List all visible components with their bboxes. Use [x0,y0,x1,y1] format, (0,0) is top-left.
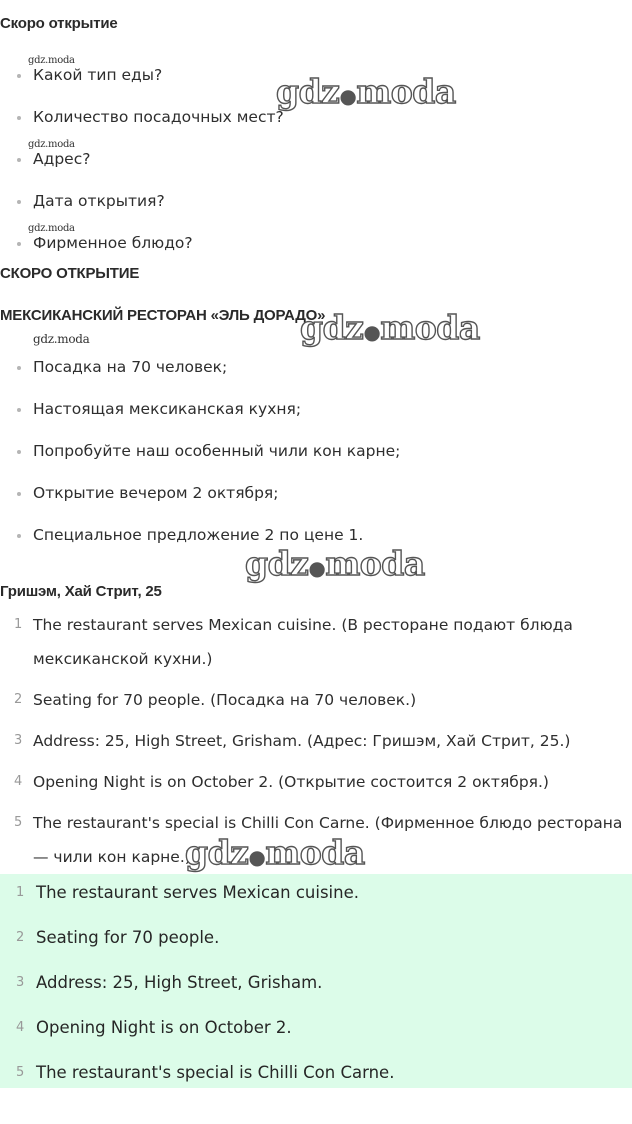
item-number: 4 [16,1020,25,1035]
list-item: Настоящая мексиканская кухня; [0,396,400,438]
item-number: 5 [16,1065,25,1080]
poster-list [0,354,400,564]
item-number: 2 [16,930,25,945]
watermark-small: gdz.moda [28,139,75,150]
answer-block [0,874,632,1088]
answer-item [0,966,632,1011]
item-text: The restaurant's special is Chilli Con Carne. [36,1063,395,1082]
list-item: Количество посадочных мест? [0,104,284,146]
item-text: Seating for 70 people. (Посадка на 70 человек.) [33,691,417,709]
item-number: 1 [16,885,25,900]
list-item [0,765,632,799]
watermark-large: gdz●moda [245,544,425,583]
item-text: Opening Night is on October 2. (Открытие состоится 2 октября.) [33,773,549,791]
watermark-small: gdz.moda [28,55,75,66]
list-item: Дата открытия? [0,188,284,230]
answer-list [0,874,632,1101]
item-text: Seating for 70 people. [36,928,220,947]
questions-list [0,62,284,272]
item-text: Opening Night is on October 2. [36,1018,292,1037]
item-text: Address: 25, High Street, Grisham. [36,973,323,992]
answer-item [0,876,632,921]
list-item [0,683,632,717]
item-text: The restaurant's special is Chilli Con Carne. (Фирменное блюдо ресторана — чили кон карне.) [33,814,623,866]
item-number: 2 [14,692,23,707]
watermark-large: gdz●moda [300,308,480,347]
list-item: Фирменное блюдо? [0,230,284,272]
item-number: 1 [14,617,23,632]
watermark-large: gdz●moda [276,72,456,111]
list-item: Посадка на 70 человек; [0,354,400,396]
watermark-small: gdz.moda [33,332,90,346]
answer-item [0,1056,632,1101]
list-item: Открытие вечером 2 октября; [0,480,400,522]
item-number: 5 [14,815,23,830]
item-number: 4 [14,774,23,789]
item-text: Address: 25, High Street, Grisham. (Адрес: Гришэм, Хай Стрит, 25.) [33,732,571,750]
item-text: The restaurant serves Mexican cuisine. (В ресторане подают блюда мексиканской кухни.) [33,616,573,668]
answer-item [0,921,632,966]
answer-item [0,1011,632,1056]
section-2-subheading: МЕКСИКАНСКИЙ РЕСТОРАН «ЭЛЬ ДОРАДО» [0,307,326,324]
list-item [0,724,632,758]
item-number: 3 [14,733,23,748]
watermark-large: gdz●moda [185,833,365,872]
item-text: The restaurant serves Mexican cuisine. [36,883,359,902]
list-item [0,608,632,676]
section-1-heading: Скоро открытие [0,15,118,32]
section-2-heading: СКОРО ОТКРЫТИЕ [0,265,140,282]
list-item: Какой тип еды? [0,62,284,104]
watermark-small: gdz.moda [28,223,75,234]
list-item: Попробуйте наш особенный чили кон карне; [0,438,400,480]
section-3-heading: Гришэм, Хай Стрит, 25 [0,583,162,600]
item-number: 3 [16,975,25,990]
list-item: Адрес? [0,146,284,188]
list-item: Специальное предложение 2 по цене 1. [0,522,400,564]
